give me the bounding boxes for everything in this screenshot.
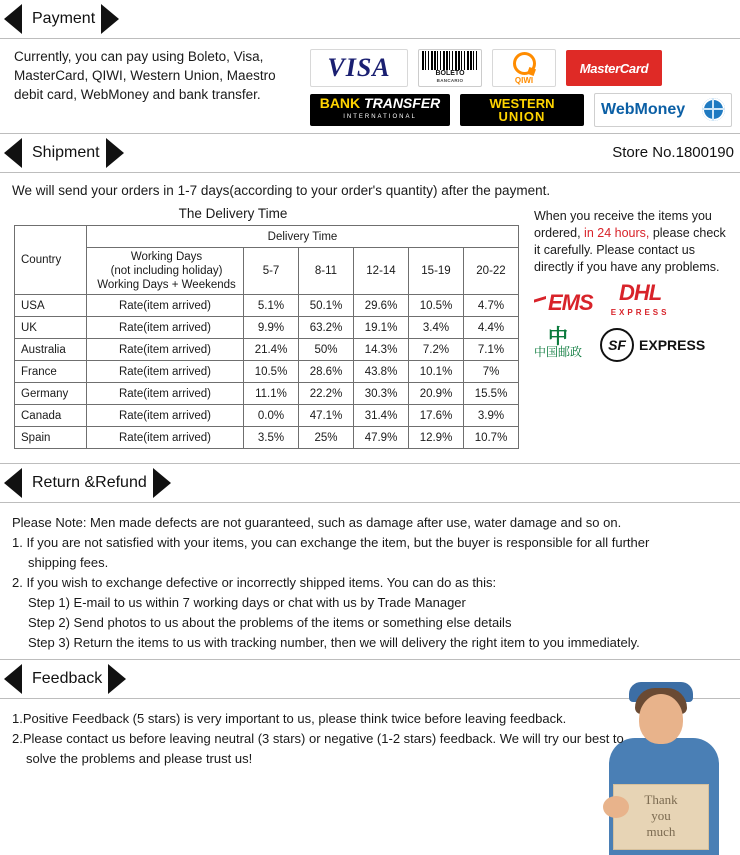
western-union-label-1: WESTERN: [489, 96, 555, 111]
cell-rate-label: Rate(item arrived): [87, 427, 244, 449]
shipment-title: Shipment: [32, 144, 100, 161]
cell-value-4: 7%: [464, 361, 519, 383]
divider-payment-bottom: [0, 133, 740, 134]
feedback-line-1: 2.Please contact us before leaving neutral (3 stars) or negative (1-2 stars) feedback. We will try our best to: [12, 731, 624, 746]
cell-rate-label: Rate(item arrived): [87, 339, 244, 361]
payment-logo-row-2: [310, 93, 732, 127]
cell-rate-label: Rate(item arrived): [87, 295, 244, 317]
cell-value-0: 21.4%: [244, 339, 299, 361]
section-header-return: [0, 468, 740, 502]
header-range-1: 8-11: [299, 248, 354, 295]
header-delivery-time: Delivery Time: [87, 226, 519, 248]
cell-value-0: 10.5%: [244, 361, 299, 383]
cell-value-4: 15.5%: [464, 383, 519, 405]
china-post-label: 中国邮政: [534, 345, 583, 359]
table-row: [15, 427, 519, 449]
feedback-body: [0, 699, 740, 775]
china-post-mark-icon: 中: [548, 326, 568, 348]
ribbon-right-arrow-icon: [106, 138, 124, 168]
payment-logo-group: [310, 47, 732, 127]
header-range-2: 12-14: [354, 248, 409, 295]
qiwi-mark-icon: [513, 52, 536, 75]
table-header-row-1: [15, 226, 519, 248]
return-line-6: Step 3) Return the items to us with tracking number, then we will delivery the right item to you immediately.: [28, 635, 640, 650]
cell-value-2: 30.3%: [354, 383, 409, 405]
cell-value-1: 28.6%: [299, 361, 354, 383]
return-line-5: Step 2) Send photos to us about the problems of the items or something else details: [28, 615, 512, 630]
cell-value-2: 47.9%: [354, 427, 409, 449]
cell-value-3: 12.9%: [409, 427, 464, 449]
working-days-line2: (not including holiday): [110, 265, 223, 277]
return-line-1: 1. If you are not satisfied with your items, you can exchange the item, but the buyer is responsible for all further: [12, 535, 650, 550]
ribbon-left-arrow-icon: [4, 468, 22, 498]
delivery-table-wrap: [14, 206, 522, 449]
store-number: Store No.1800190: [612, 144, 734, 161]
cell-rate-label: Rate(item arrived): [87, 361, 244, 383]
cell-value-1: 50.1%: [299, 295, 354, 317]
cell-value-1: 22.2%: [299, 383, 354, 405]
bank-transfer-icon: [310, 94, 450, 126]
cell-value-0: 9.9%: [244, 317, 299, 339]
working-days-line1: Working Days: [130, 251, 203, 263]
cell-value-3: 3.4%: [409, 317, 464, 339]
return-title: Return &Refund: [32, 474, 147, 491]
delivery-time-table: [14, 225, 519, 449]
package-box-text: [613, 792, 709, 840]
payment-body: [0, 39, 740, 133]
western-union-label-2: UNION: [498, 109, 546, 124]
barcode-icon: [422, 51, 478, 70]
cell-value-4: 10.7%: [464, 427, 519, 449]
table-header-row-2: [15, 248, 519, 295]
cell-value-3: 20.9%: [409, 383, 464, 405]
cell-value-0: 0.0%: [244, 405, 299, 427]
payment-title: Payment: [32, 10, 96, 27]
ribbon-right-arrow-icon: [153, 468, 171, 498]
cell-value-1: 50%: [299, 339, 354, 361]
cell-value-3: 7.2%: [409, 339, 464, 361]
bank-transfer-label: BANK TRANSFER: [319, 95, 441, 111]
dhl-label: DHL: [618, 280, 662, 305]
boleto-icon: [418, 49, 482, 87]
courier-row-1: [534, 280, 734, 320]
section-header-shipment: [0, 138, 740, 172]
table-row: [15, 361, 519, 383]
return-line-2: shipping fees.: [28, 555, 109, 570]
header-country: Country: [15, 226, 87, 295]
payment-ribbon: [0, 4, 121, 34]
cell-rate-label: Rate(item arrived): [87, 383, 244, 405]
webmoney-label: WebMoney: [601, 101, 686, 118]
ribbon-left-arrow-icon: [4, 664, 22, 694]
boleto-label: BOLETO: [435, 70, 465, 77]
webmoney-icon: [594, 93, 732, 127]
feedback-line-0: 1.Positive Feedback (5 stars) is very important to us, please think twice before leaving feedback.: [12, 711, 567, 726]
sf-label: EXPRESS: [639, 337, 706, 353]
cell-value-1: 25%: [299, 427, 354, 449]
package-text-line3: much: [646, 824, 676, 839]
cell-rate-label: Rate(item arrived): [87, 405, 244, 427]
china-post-icon: [534, 326, 583, 360]
sf-mark-icon: SF: [600, 328, 634, 362]
cell-country: France: [15, 361, 87, 383]
return-line-4: Step 1) E-mail to us within 7 working days or chat with us by Trade Manager: [28, 595, 466, 610]
section-header-payment: [0, 4, 740, 38]
qiwi-icon: [492, 49, 556, 87]
courier-row-2: [534, 328, 734, 362]
ribbon-left-arrow-icon: [4, 4, 22, 34]
table-row: [15, 295, 519, 317]
shipment-ribbon: [0, 138, 126, 168]
shipment-lead-text: We will send your orders in 1-7 days(according to your order's quantity) after the payment.: [12, 183, 551, 198]
cell-value-2: 14.3%: [354, 339, 409, 361]
working-days-line3: Working Days + Weekends: [97, 279, 236, 291]
delivery-table-body: [15, 295, 519, 449]
receive-note-part2: please check it carefully. Please contact us directly if you have any problems.: [534, 226, 726, 274]
return-body: [0, 503, 740, 659]
feedback-title: Feedback: [32, 670, 103, 687]
boleto-sublabel: BANCARIO: [436, 78, 464, 83]
cell-country: Spain: [15, 427, 87, 449]
cell-country: Canada: [15, 405, 87, 427]
divider-shipment-bottom: [0, 463, 740, 464]
bank-transfer-sublabel: INTERNATIONAL: [343, 114, 417, 120]
return-line-3: 2. If you wish to exchange defective or incorrectly shipped items. You can do as this:: [12, 575, 497, 590]
return-line-0: Please Note: Men made defects are not guaranteed, such as damage after use, water damage and so on.: [12, 515, 622, 530]
cell-value-3: 10.5%: [409, 295, 464, 317]
courier-logo-group: [534, 280, 734, 362]
cell-country: UK: [15, 317, 87, 339]
globe-icon: [702, 98, 725, 121]
person-hand: [603, 796, 629, 818]
cell-value-0: 11.1%: [244, 383, 299, 405]
return-ribbon: [0, 468, 173, 498]
cell-value-4: 4.7%: [464, 295, 519, 317]
qiwi-label: QIWI: [514, 75, 534, 85]
cell-value-2: 19.1%: [354, 317, 409, 339]
header-range-3: 15-19: [409, 248, 464, 295]
cell-value-1: 47.1%: [299, 405, 354, 427]
cell-value-2: 29.6%: [354, 295, 409, 317]
cell-value-4: 3.9%: [464, 405, 519, 427]
sf-express-icon: [600, 328, 705, 362]
cell-value-0: 3.5%: [244, 427, 299, 449]
mastercard-icon: MasterCard: [566, 50, 662, 86]
page-root: [0, 4, 740, 855]
header-working-days: [87, 248, 244, 295]
cell-value-3: 17.6%: [409, 405, 464, 427]
shipment-content: [0, 206, 740, 449]
shipment-side-note: [534, 206, 734, 449]
cell-value-2: 31.4%: [354, 405, 409, 427]
cell-country: USA: [15, 295, 87, 317]
receive-note: [534, 208, 734, 276]
cell-rate-label: Rate(item arrived): [87, 317, 244, 339]
payment-text: Currently, you can pay using Boleto, Visa, MasterCard, QIWI, Western Union, Maestro debit card, WebMoney and bank transfer.: [14, 49, 276, 102]
table-row: [15, 339, 519, 361]
ems-icon: EMS: [534, 290, 593, 316]
receive-note-part1: When you receive the items you ordered,: [534, 209, 712, 240]
ribbon-right-arrow-icon: [101, 4, 119, 34]
header-range-0: 5-7: [244, 248, 299, 295]
cell-country: Australia: [15, 339, 87, 361]
feedback-line-2: solve the problems and please trust us!: [26, 751, 253, 766]
western-union-icon: [460, 94, 584, 126]
header-range-4: 20-22: [464, 248, 519, 295]
cell-value-4: 4.4%: [464, 317, 519, 339]
receive-note-highlight: in 24 hours,: [580, 226, 650, 240]
ribbon-left-arrow-icon: [4, 138, 22, 168]
dhl-sublabel: EXPRESS: [610, 308, 670, 317]
cell-value-4: 7.1%: [464, 339, 519, 361]
table-row: [15, 405, 519, 427]
payment-logo-row-1: [310, 49, 732, 87]
dhl-icon: [610, 280, 670, 323]
cell-value-3: 10.1%: [409, 361, 464, 383]
table-row: [15, 317, 519, 339]
table-row: [15, 383, 519, 405]
feedback-ribbon: [0, 664, 128, 694]
visa-icon: VISA: [310, 49, 408, 87]
cell-value-1: 63.2%: [299, 317, 354, 339]
package-text-line2: you: [651, 808, 671, 823]
delivery-table-title: The Delivery Time: [178, 206, 288, 221]
cell-country: Germany: [15, 383, 87, 405]
cell-value-0: 5.1%: [244, 295, 299, 317]
divider-return-bottom: [0, 659, 740, 660]
package-text-line1: Thank: [644, 792, 678, 807]
ribbon-right-arrow-icon: [108, 664, 126, 694]
cell-value-2: 43.8%: [354, 361, 409, 383]
